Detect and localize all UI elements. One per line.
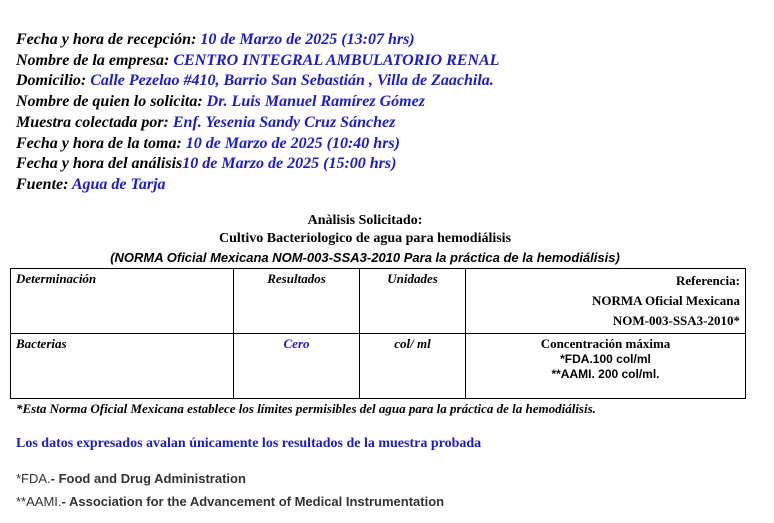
abbr-aami-text: - Association for the Advancement of Medical Instrumentation — [61, 494, 445, 509]
table-row — [11, 334, 746, 399]
header-resultados: Resultados — [234, 269, 360, 334]
conc-title: Concentración máxima — [540, 336, 671, 351]
sample-info — [16, 30, 499, 196]
header-referencia — [466, 269, 746, 334]
analysis-subtitle: Cultivo Bacteriologico de agua para hemodiálisis — [218, 231, 512, 246]
cell-resultado: Cero — [234, 334, 360, 399]
referencia-norma: NORMA Oficial Mexicana — [591, 293, 740, 308]
abbr-fda-text: - Food and Drug Administration — [50, 471, 246, 486]
info-company: Nombre de la empresa: CENTRO INTEGRAL AMBULATORIO RENAL — [16, 51, 500, 69]
referencia-label: Referencia: — [675, 273, 740, 288]
abbr-fda — [16, 471, 246, 486]
table-header-row — [11, 269, 746, 334]
info-sampling-date: Fecha y hora de la toma: 10 de Marzo de 2025 (10:40 hrs) — [16, 134, 400, 152]
conc-aami: **AAMI. 200 col/ml. — [551, 367, 660, 381]
info-collector: Muestra colectada por: Enf. Yesenia Sandy Cruz Sánchez — [16, 113, 396, 131]
norma-note: *Esta Norma Oficial Mexicana establece los límites permisibles del agua para la práctica de la hemodiálisis. — [16, 401, 596, 416]
cell-concentracion — [466, 334, 746, 399]
abbr-fda-key: *FDA. — [16, 471, 51, 486]
info-source: Fuente: Agua de Tarja — [16, 175, 166, 193]
header-determinacion: Determinación — [11, 269, 234, 334]
conc-fda: *FDA.100 col/ml — [560, 352, 651, 366]
analysis-norma: (NORMA Oficial Mexicana NOM-003-SSA3-2010 Para la práctica de la hemodiálisis) — [110, 250, 620, 265]
results-table — [10, 268, 746, 399]
datos-disclaimer: Los datos expresados avalan únicamente los resultados de la muestra probada — [16, 436, 482, 451]
header-unidades: Unidades — [360, 269, 466, 334]
cell-determinacion: Bacterias — [11, 334, 234, 399]
abbr-aami-key: **AAMI. — [16, 494, 62, 509]
info-reception: Fecha y hora de recepción: 10 de Marzo de 2025 (13:07 hrs) — [16, 31, 415, 48]
referencia-code: NOM-003-SSA3-2010* — [612, 313, 740, 328]
cell-unidad: col/ ml — [360, 334, 466, 399]
info-analysis-date: Fecha y hora del análisis10 de Marzo de 2025 (15:00 hrs) — [16, 155, 397, 173]
analysis-title: Anàlisis Solicitado: — [307, 213, 423, 228]
abbr-aami — [16, 494, 444, 509]
info-requester: Nombre de quien lo solicita: Dr. Luis Manuel Ramírez Gómez — [16, 93, 425, 111]
info-address: Domicilio: Calle Pezelao #410, Barrio San Sebastián , Villa de Zaachila. — [16, 72, 494, 90]
